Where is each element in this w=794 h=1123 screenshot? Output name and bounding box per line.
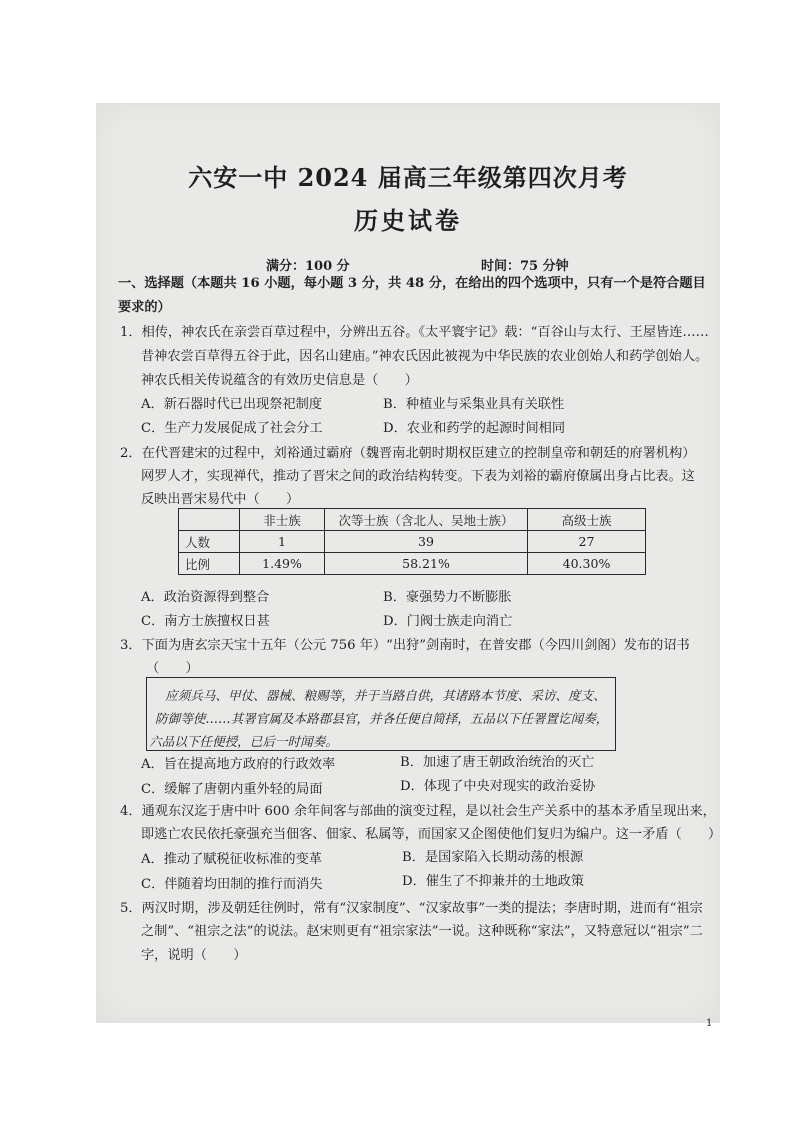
q1-option-c: C．生产力发展促成了社会分工: [141, 421, 323, 436]
q1-option-d: D．农业和药学的起源时间相同: [383, 421, 566, 436]
q5-stem-line: 字，说明（ ）: [141, 948, 247, 963]
full-score: 满分：100 分: [266, 259, 350, 274]
q3-option-d: D．体现了中央对现实的政治妥协: [400, 779, 596, 794]
exam-paper: [96, 103, 722, 1029]
q4-stem-line: 即逃亡农民依托豪强充当佃客、佃家、私属等，而国家又企图使他们复归为编户。这一矛盾（ ）: [141, 827, 722, 842]
q2-stem-line: 网罗人才，实现禅代，推动了晋宋之间的政治结构转变。下表为刘裕的霸府僚属出身占比表。这: [141, 469, 695, 484]
q2-option-d: D．门阀士族走向消亡: [383, 614, 513, 629]
table-cell: 27: [528, 531, 646, 553]
q2-option-b: B．豪强势力不断膨胀: [383, 590, 512, 605]
section-instructions: 一、选择题（本题共 16 小题，每小题 3 分，共 48 分，在给出的四个选项中，只有一个是符合题目: [118, 276, 706, 291]
table-header-cell: 高级士族: [528, 509, 646, 531]
q2-option-a: A．政治资源得到整合: [141, 590, 270, 605]
q3-option-c: C．缓解了唐朝内重外轻的局面: [141, 782, 323, 797]
exam-time: 时间：75 分钟: [481, 259, 569, 274]
edict-line: 防御等使……其署官属及本路郡县官，并各任便自简择，五品以下任署置讫闻奏，: [155, 711, 609, 726]
q3-option-a: A．旨在提高地方政府的行政效率: [141, 757, 336, 772]
table-cell: 40.30%: [528, 553, 646, 575]
edict-line: 应须兵马、甲仗、器械、粮赐等，并于当路自供，其诸路本节度、采访、度支、: [165, 688, 606, 703]
table-header-cell: 次等士族（含北人、吴地士族）: [325, 509, 528, 531]
table-header-cell: 非士族: [240, 509, 325, 531]
q2-data-table: [178, 508, 646, 575]
q3-option-b: B．加速了唐王朝政治统治的灭亡: [400, 755, 595, 770]
exam-subject: 历史试卷: [354, 206, 462, 235]
table-header-cell: [179, 509, 240, 531]
q1-option-b: B．种植业与采集业具有关联性: [383, 397, 565, 412]
q2-stem-line: 2．在代晋建宋的过程中，刘裕通过霸府（魏晋南北朝时期权臣建立的控制皇帝和朝廷的府署机构）: [120, 446, 696, 461]
q4-stem-line: 4．通观东汉迄于唐中叶 600 余年间客与部曲的演变过程，是以社会生产关系中的基本矛盾呈现出来，: [120, 804, 716, 819]
q3-stem-line: （ ）: [146, 661, 199, 676]
table-cell: 比例: [179, 553, 240, 575]
q1-stem-line: 昔神农尝百草得五谷于此，因名山建庙。”神农氏因此被视为中华民族的农业创始人和药学创始人。: [141, 349, 709, 364]
table-header-row: [179, 509, 646, 531]
table-cell: 58.21%: [325, 553, 528, 575]
q3-stem-line: 3．下面为唐玄宗天宝十五年（公元 756 年）“出狩”剑南时，在普安郡（今四川剑阁）发布的诏书: [120, 638, 690, 653]
table-row: [179, 553, 646, 575]
table-cell: 1.49%: [240, 553, 325, 575]
table-cell: 39: [325, 531, 528, 553]
q4-option-b: B．是国家陷入长期动荡的根源: [402, 850, 584, 865]
q5-stem-line: 5．两汉时期，涉及朝廷往例时，常有“汉家制度”、“汉家故事”一类的提法；李唐时期，进而有“祖宗: [120, 901, 703, 916]
q1-option-a: A．新石器时代已出现祭祀制度: [141, 397, 322, 412]
q4-option-c: C．伴随着均田制的推行而消失: [141, 877, 323, 892]
q1-stem-line: 神农氏相关传说蕴含的有效历史信息是（ ）: [141, 373, 418, 388]
table-cell: 1: [240, 531, 325, 553]
q4-option-a: A．推动了赋税征收标准的变革: [141, 852, 322, 867]
edict-line: 六品以下任便授，已后一时闻奏。: [149, 734, 338, 749]
q4-option-d: D．催生了不抑兼并的土地政策: [402, 874, 585, 889]
table-row: [179, 531, 646, 553]
table-cell: 人数: [179, 531, 240, 553]
section-instructions-cont: 要求的）: [118, 300, 171, 315]
q1-stem-line: 1．相传，神农氏在亲尝百草过程中，分辨出五谷。《太平寰宇记》载：“百谷山与太行、王屋皆连……: [120, 325, 709, 340]
q5-stem-line: 之制”、“祖宗之法”的说法。赵宋则更有“祖宗家法”一说。这种既称“家法”，又特意冠以“祖宗”二: [141, 924, 703, 939]
q2-stem-line: 反映出晋宋易代中（ ）: [141, 492, 300, 507]
page-number: 1: [706, 1018, 713, 1029]
exam-title: 六安一中 2024 届高三年级第四次月考: [188, 163, 628, 192]
q2-option-c: C．南方士族擅权日甚: [141, 614, 270, 629]
q3-edict-box: [146, 677, 616, 751]
